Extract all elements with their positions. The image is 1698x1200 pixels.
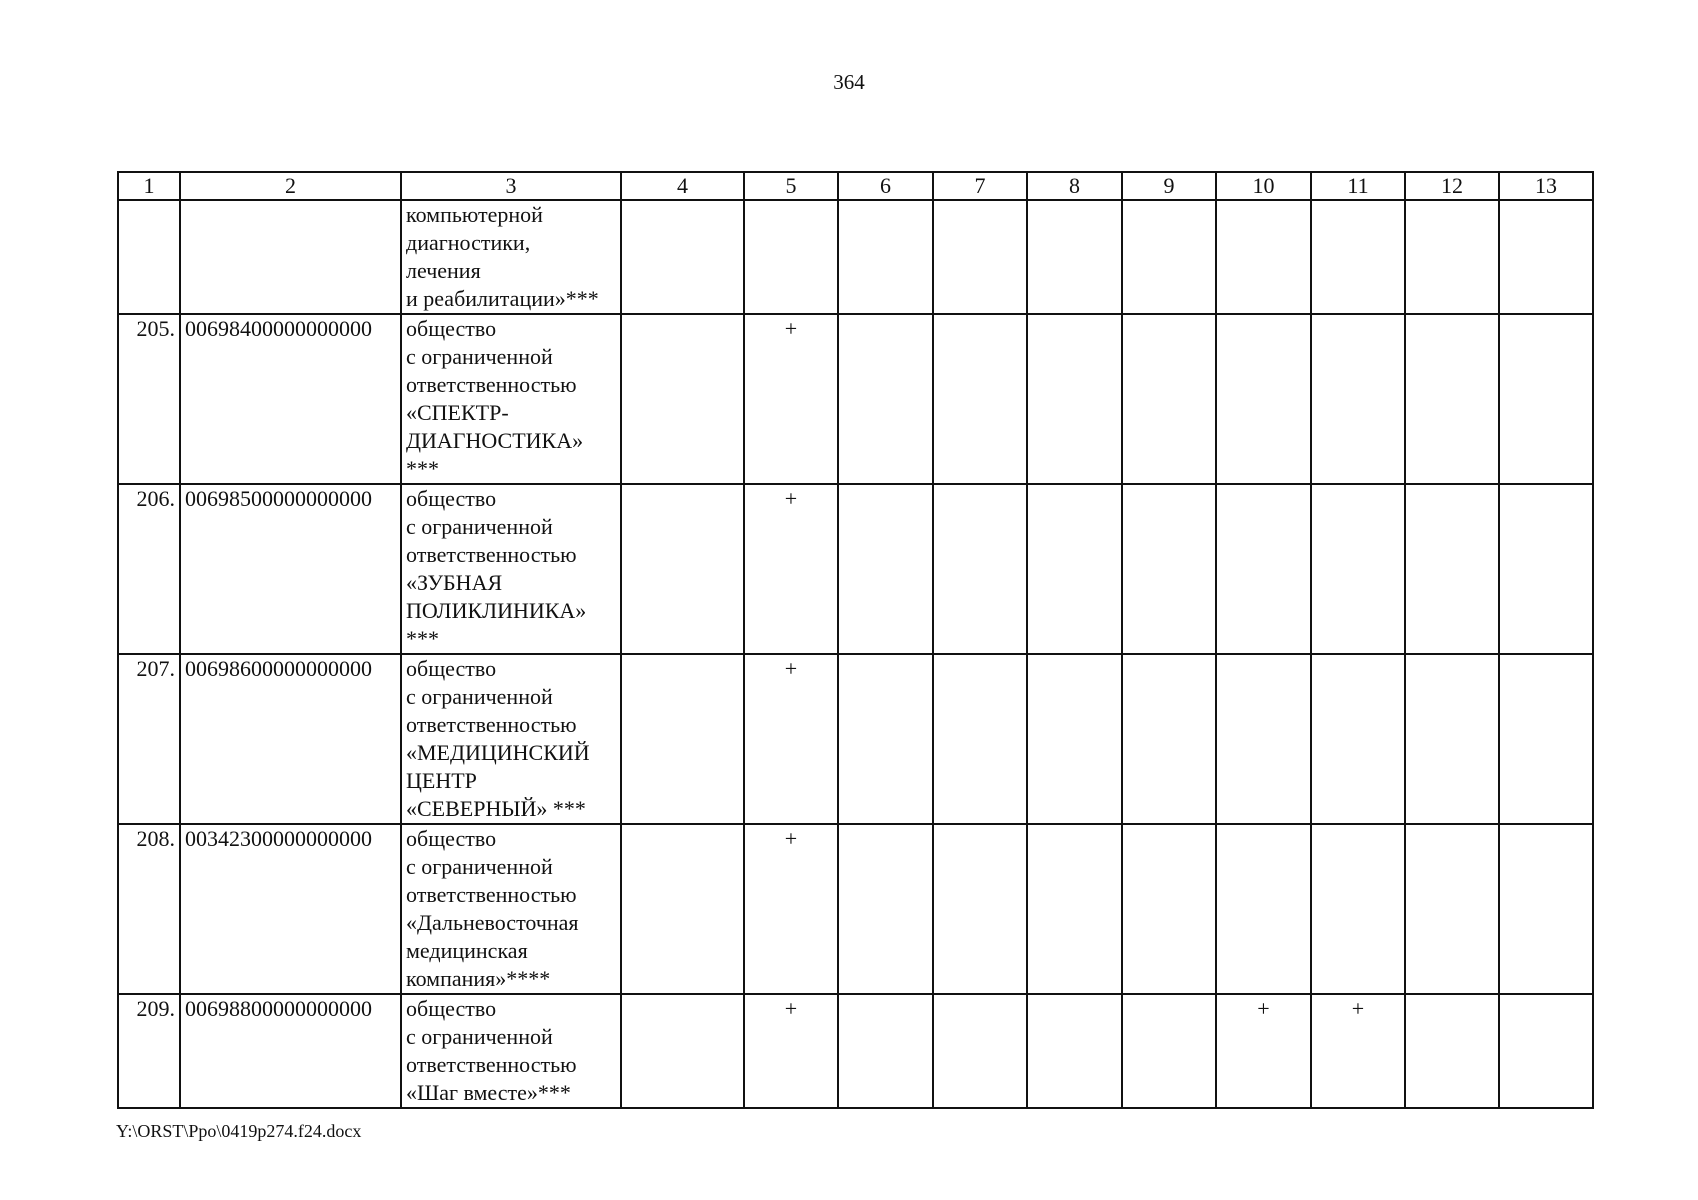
mark-cell (1405, 314, 1499, 484)
mark-cell (1311, 824, 1405, 994)
organization-name-line: с ограниченной (406, 684, 553, 709)
organization-name-line: общество (406, 826, 497, 851)
mark-cell (1122, 994, 1216, 1108)
organization-name-cell (401, 484, 621, 654)
mark-cell (933, 824, 1027, 994)
column-header: 9 (1122, 172, 1216, 200)
mark-cell (1122, 484, 1216, 654)
organization-name-line: «СПЕКТР- (406, 400, 509, 425)
organization-name-line: *** (406, 456, 439, 481)
organization-name-line: с ограниченной (406, 854, 553, 879)
mark-cell (621, 484, 744, 654)
header-row (118, 172, 1593, 200)
organization-name-line: *** (406, 626, 439, 651)
mark-cell (1027, 200, 1122, 314)
mark-cell (621, 994, 744, 1108)
organization-name-line: ответственностью (406, 1052, 577, 1077)
column-header: 1 (118, 172, 180, 200)
organization-name-line: лечения (406, 258, 481, 283)
mark-cell (838, 200, 933, 314)
mark-cell (1216, 654, 1311, 824)
column-header: 12 (1405, 172, 1499, 200)
mark-cell (1027, 824, 1122, 994)
organization-name-line: с ограниченной (406, 344, 553, 369)
mark-cell (1405, 200, 1499, 314)
mark-cell (933, 484, 1027, 654)
column-header: 7 (933, 172, 1027, 200)
mark-cell (1405, 484, 1499, 654)
organization-code-cell: 00698500000000000 (180, 484, 401, 654)
column-header: 3 (401, 172, 621, 200)
row-number-cell: 206. (118, 484, 180, 654)
mark-cell (1499, 994, 1593, 1108)
column-header: 10 (1216, 172, 1311, 200)
organization-name-line: ответственностью (406, 542, 577, 567)
column-header: 2 (180, 172, 401, 200)
mark-cell (1499, 314, 1593, 484)
organization-name-line: общество (406, 656, 497, 681)
organization-name-line: ЦЕНТР (406, 768, 477, 793)
mark-cell (1405, 824, 1499, 994)
footer-file-path: Y:\ORST\Ppo\0419p274.f24.docx (116, 1121, 362, 1141)
mark-cell (838, 994, 933, 1108)
table-row (118, 654, 1593, 824)
mark-cell (1311, 314, 1405, 484)
mark-cell: + (744, 484, 838, 654)
organization-name-line: ответственностью (406, 882, 577, 907)
mark-cell (1405, 654, 1499, 824)
row-number-cell: 209. (118, 994, 180, 1108)
mark-cell (1216, 314, 1311, 484)
organization-name-line: с ограниченной (406, 1024, 553, 1049)
mark-cell (1499, 484, 1593, 654)
organization-name-cell (401, 654, 621, 824)
mark-cell (838, 314, 933, 484)
page-number: 364 (833, 70, 865, 94)
mark-cell (1311, 484, 1405, 654)
mark-cell (1405, 994, 1499, 1108)
organization-name-line: общество (406, 316, 497, 341)
organization-name-line: ответственностью (406, 372, 577, 397)
organization-name-cell (401, 314, 621, 484)
mark-cell (1122, 314, 1216, 484)
organization-name-cell (401, 200, 621, 314)
organization-code-cell: 00698400000000000 (180, 314, 401, 484)
column-header: 13 (1499, 172, 1593, 200)
mark-cell (838, 824, 933, 994)
mark-cell (838, 484, 933, 654)
organization-code-cell (180, 200, 401, 314)
organization-name-line: с ограниченной (406, 514, 553, 539)
organization-name-line: общество (406, 486, 497, 511)
mark-cell (621, 824, 744, 994)
organization-code-cell: 00342300000000000 (180, 824, 401, 994)
table-row (118, 484, 1593, 654)
mark-cell (1311, 200, 1405, 314)
mark-cell (933, 994, 1027, 1108)
table-row (118, 200, 1593, 314)
organization-name-line: медицинская (406, 938, 528, 963)
mark-cell (933, 314, 1027, 484)
organization-name-cell (401, 994, 621, 1108)
column-header: 6 (838, 172, 933, 200)
mark-cell (933, 200, 1027, 314)
table-row (118, 994, 1593, 1108)
organization-name-line: компьютерной (406, 202, 543, 227)
column-header: 5 (744, 172, 838, 200)
mark-cell (1122, 200, 1216, 314)
mark-cell (1027, 314, 1122, 484)
mark-cell: + (744, 824, 838, 994)
organization-code-cell: 00698800000000000 (180, 994, 401, 1108)
mark-cell (933, 654, 1027, 824)
organization-name-line: «МЕДИЦИНСКИЙ (406, 740, 590, 765)
mark-cell (1027, 994, 1122, 1108)
organization-name-line: ПОЛИКЛИНИКА» (406, 598, 587, 623)
column-header: 11 (1311, 172, 1405, 200)
mark-cell (1499, 654, 1593, 824)
mark-cell (1311, 654, 1405, 824)
organization-name-line: «Шаг вместе»*** (406, 1080, 571, 1105)
data-table (117, 171, 1594, 1109)
mark-cell (1216, 484, 1311, 654)
mark-cell (621, 314, 744, 484)
mark-cell (1499, 824, 1593, 994)
organization-name-line: ДИАГНОСТИКА» (406, 428, 584, 453)
organization-name-line: ответственностью (406, 712, 577, 737)
mark-cell: + (1216, 994, 1311, 1108)
column-header: 4 (621, 172, 744, 200)
row-number-cell: 208. (118, 824, 180, 994)
organization-name-line: «Дальневосточная (406, 910, 579, 935)
organization-name-line: «ЗУБНАЯ (406, 570, 503, 595)
row-number-cell (118, 200, 180, 314)
organization-code-cell: 00698600000000000 (180, 654, 401, 824)
mark-cell (1122, 654, 1216, 824)
mark-cell: + (744, 994, 838, 1108)
organization-name-line: компания»**** (406, 966, 551, 991)
mark-cell (838, 654, 933, 824)
mark-cell (1027, 484, 1122, 654)
table-row (118, 824, 1593, 994)
organization-name-line: и реабилитации»*** (406, 286, 599, 311)
mark-cell (1216, 200, 1311, 314)
mark-cell (621, 200, 744, 314)
row-number-cell: 207. (118, 654, 180, 824)
mark-cell (744, 200, 838, 314)
organization-name-line: общество (406, 996, 497, 1021)
table-body (118, 200, 1593, 1108)
mark-cell: + (1311, 994, 1405, 1108)
mark-cell (1216, 824, 1311, 994)
column-header: 8 (1027, 172, 1122, 200)
mark-cell: + (744, 314, 838, 484)
table-row (118, 314, 1593, 484)
mark-cell: + (744, 654, 838, 824)
organization-name-cell (401, 824, 621, 994)
mark-cell (1122, 824, 1216, 994)
mark-cell (1499, 200, 1593, 314)
mark-cell (1027, 654, 1122, 824)
mark-cell (621, 654, 744, 824)
organization-name-line: «СЕВЕРНЫЙ» *** (406, 796, 586, 821)
organization-name-line: диагностики, (406, 230, 531, 255)
row-number-cell: 205. (118, 314, 180, 484)
